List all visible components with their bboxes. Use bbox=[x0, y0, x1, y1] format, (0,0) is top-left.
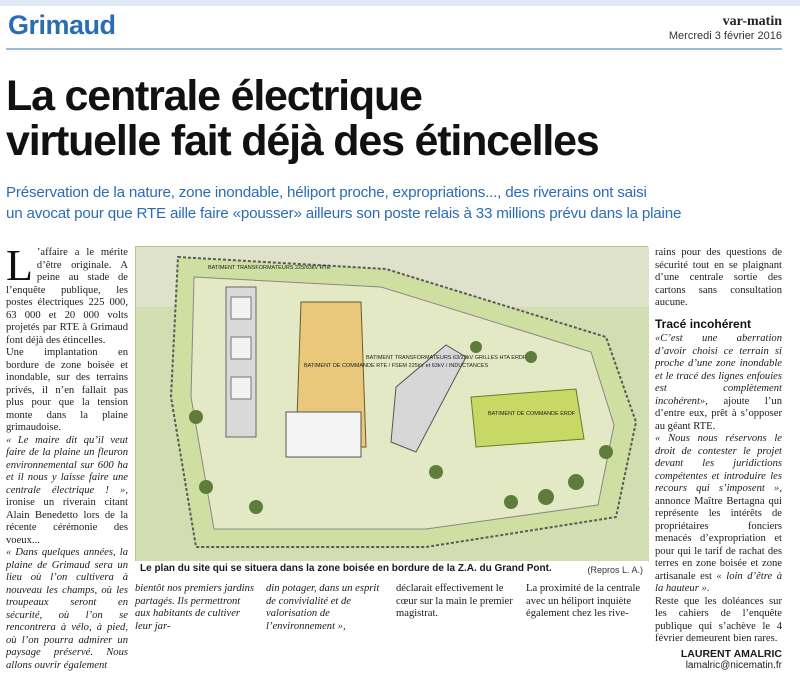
quote-avocat: « Nous nous réservons le droit de contester le projet devant les juridictions compétentes et introduire les recours qui s’imposent » bbox=[655, 433, 782, 494]
dropcap-letter: L bbox=[6, 241, 33, 290]
headline-line-1: La centrale électrique bbox=[6, 72, 422, 120]
quote-plaine: « Dans quelques années, la plaine de Grimaud sera un lieu où l’on cultivera à nouveau les champs, où les troupeaux seront en sécurité, où l’on se rencontrera à vélo, à pied, où l’on pourra admirer un paysage préservé. Nous allons ouvrir également bbox=[6, 547, 128, 671]
section-title: Grimaud bbox=[8, 10, 116, 40]
intro-text: ’affaire a le mérite d’être originale. A peine au stade de l’enquête publique, les postes électriques 225 000, 63 000 et 20 000 volts projetés par RTE à Grimaud font déjà des étincelles. bbox=[6, 247, 128, 346]
bottom-column-1-text: bientôt nos premiers jardins partagés. Ils permettront aux habitants de cultiver leur jar- bbox=[135, 583, 254, 632]
quote-aberration: «C’est une aberration d’avoir choisi ce terrain si proche d’une zone inondable et le tracé des lignes enfouies est complètement incohérent» bbox=[655, 333, 782, 407]
quote-maire: « Le maire dit qu’il veut faire de la plaine un fleuron environnemental sur 600 ha et il nous y laisse faire une centrale électrique ! » bbox=[6, 434, 128, 496]
tree-mark bbox=[429, 465, 443, 479]
site-plan-image bbox=[135, 246, 648, 561]
label-control-rte: BATIMENT DE COMMANDE RTE / FSEM 225kV et 63kV / INDUCTANCES bbox=[304, 363, 489, 369]
lead-line-1: Préservation de la nature, zone inondable, héliport proche, expropriations..., des riverains ont saisi bbox=[6, 184, 647, 201]
control-building-erdf bbox=[471, 389, 584, 447]
bottom-column-2 bbox=[266, 583, 388, 633]
bottom-column-1 bbox=[135, 583, 257, 633]
quote-hauteur: « loin d’être à la hauteur » bbox=[655, 570, 782, 594]
paragraph-riverains: rains pour des questions de sécurité tout en se plaignant d’une centrale sortie des cartons sans consultation aucune. bbox=[655, 247, 782, 308]
label-control-erdf: BATIMENT DE COMMANDE ERDF bbox=[488, 411, 576, 417]
article-headline bbox=[6, 74, 786, 164]
tree-mark bbox=[249, 500, 263, 514]
subheading-trace: Tracé incohérent bbox=[655, 316, 752, 331]
tree-mark bbox=[538, 489, 554, 505]
tree-mark bbox=[568, 474, 584, 490]
right-text-column bbox=[655, 247, 782, 673]
paragraph-avocat bbox=[655, 433, 782, 596]
bottom-column-4-text: La proximité de la centrale avec un héliport inquiète également chez les rive- bbox=[526, 583, 641, 619]
bottom-column-2-text: din potager, dans un esprit de convivialité et de valorisation de l’environnement », bbox=[266, 583, 380, 632]
label-transformers-rte: BATIMENT TRANSFORMATEURS 225/63kV RTE bbox=[208, 265, 331, 271]
paragraph-intro bbox=[6, 241, 128, 347]
author-email[interactable]: lamalric@nicematin.fr bbox=[685, 660, 782, 671]
transformer-cell bbox=[231, 337, 251, 359]
masthead-rule bbox=[6, 48, 782, 50]
transformer-cell bbox=[231, 297, 251, 319]
paragraph-implantation: Une implantation en bordure de zone boisée et inondable, sur des terrains privés, il n’en fallait pas plus pour que la tension monte dans la plaine grimaudoise. bbox=[6, 347, 128, 433]
publication-date: Mercredi 3 février 2016 bbox=[668, 30, 782, 42]
image-credit: (Repros L. A.) bbox=[587, 565, 643, 575]
headline-line-2: virtuelle fait déjà des étincelles bbox=[6, 117, 599, 165]
tree-mark bbox=[504, 495, 518, 509]
article-lead bbox=[6, 182, 786, 224]
label-transformers-erdf: BATIMENT TRANSFORMATEURS 63/20kV GRILLES HTA ERDF bbox=[366, 355, 527, 361]
control-annex bbox=[286, 412, 361, 457]
author-name: LAURENT AMALRIC bbox=[680, 647, 782, 660]
tree-mark bbox=[525, 351, 537, 363]
text-avocat: , annonce Maître Bertagna qui représente les intérêts de propriétaires fonciers menacés d’expropriation et pour qui le tarif de rachat des terres en zone boisée et zone artisanale est bbox=[655, 483, 782, 582]
paragraph-maire bbox=[6, 435, 128, 548]
text-maire: , ironise un riverain citant Alain Benedetto lors de la récente cérémonie des voeux... bbox=[6, 484, 128, 546]
tree-mark bbox=[470, 341, 482, 353]
image-caption: Le plan du site qui se situera dans la zone boisée en bordure de la Z.A. du Grand Pont. bbox=[140, 563, 552, 574]
newspaper-name: var-matin bbox=[722, 14, 782, 29]
lead-line-2: un avocat pour que RTE aille faire «pousser» ailleurs son poste relais à 33 millions prévu dans la plaine bbox=[6, 205, 682, 222]
top-color-band bbox=[0, 0, 800, 6]
text-aberration: , ajoute l’un d’entre eux, prêt à s’opposer au géant RTE. bbox=[655, 395, 782, 432]
paragraph-aberration bbox=[655, 333, 782, 433]
tree-mark bbox=[199, 480, 213, 494]
transformer-cell bbox=[231, 377, 251, 399]
tree-mark bbox=[189, 410, 203, 424]
bottom-column-3 bbox=[396, 583, 518, 621]
site-plan-drawing bbox=[136, 247, 649, 562]
paragraph-doleances: Reste que les doléances sur les cahiers de l’enquête publique qui s’achève le 4 février demeurent bien rares. bbox=[655, 595, 782, 644]
tree-mark bbox=[599, 445, 613, 459]
bottom-column-3-text: déclarait effectivement le cœur sur la main le premier magistrat. bbox=[396, 583, 513, 619]
text-period: . bbox=[706, 583, 710, 594]
bottom-column-4 bbox=[526, 583, 648, 621]
left-text-column bbox=[6, 241, 128, 672]
